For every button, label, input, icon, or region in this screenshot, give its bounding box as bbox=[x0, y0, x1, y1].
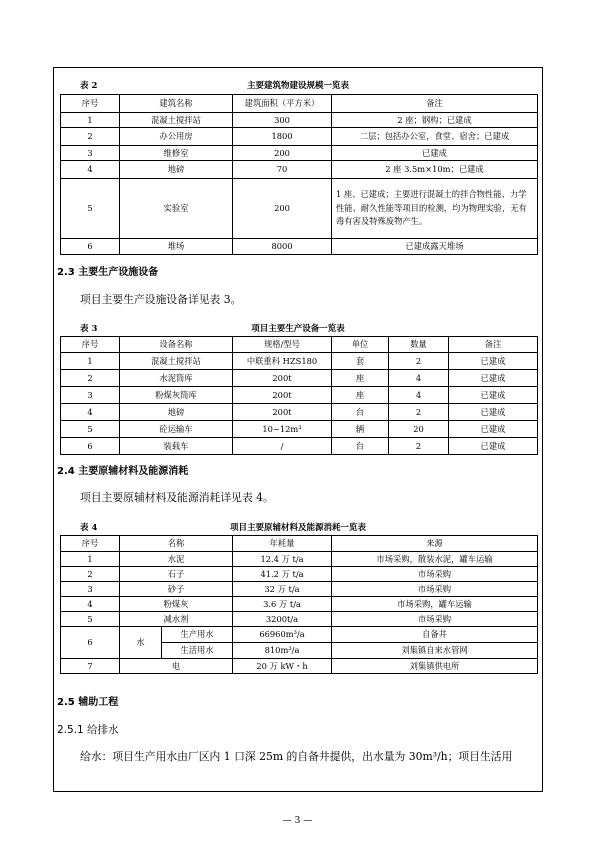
table-cell: 座 bbox=[332, 387, 389, 404]
table-cell: 2 bbox=[389, 438, 449, 455]
table-cell: 1 bbox=[61, 353, 120, 370]
table-row bbox=[61, 552, 538, 567]
table-cell: 41.2 万 t/a bbox=[233, 567, 332, 582]
table-cell: 混凝土搅拌站 bbox=[120, 353, 233, 370]
table-cell: 已建成 bbox=[449, 421, 538, 438]
table2-header-cell: 建筑名称 bbox=[120, 95, 233, 113]
table-cell: 6 bbox=[61, 438, 120, 455]
table-cell: 已建成 bbox=[449, 370, 538, 387]
table-row bbox=[61, 161, 538, 179]
table-cell: 1 座、已建成；主要进行混凝土的拌合物性能、力学性能、耐久性能等项目的检测，均为物理实验，无有毒有害及特殊废物产生。 bbox=[332, 179, 538, 239]
table-row bbox=[61, 659, 538, 674]
table-cell: 减水剂 bbox=[120, 612, 233, 627]
table-cell: 3200t/a bbox=[233, 612, 332, 627]
table-cell: 自备井 bbox=[332, 627, 538, 643]
table-cell: 1800 bbox=[233, 128, 332, 146]
table-cell: 二层；包括办公室，食堂、宿舍；已建成 bbox=[332, 128, 538, 146]
table-cell: 7 bbox=[61, 659, 120, 674]
table2-title: 主要建筑物建设规模一览表 bbox=[246, 81, 350, 91]
table-cell: 砼运输车 bbox=[120, 421, 233, 438]
table3-header-cell: 数量 bbox=[389, 337, 449, 353]
table-cell: 办公用房 bbox=[120, 128, 233, 146]
table-cell: 石子 bbox=[120, 567, 233, 582]
subsection-heading: 2.5.1 给排水 bbox=[57, 724, 119, 736]
table-cell: 刘集镇供电所 bbox=[332, 659, 538, 674]
table-cell: 2 座；钢构；已建成 bbox=[332, 113, 538, 128]
table-cell: 200t bbox=[233, 370, 332, 387]
table-row bbox=[61, 353, 538, 370]
table3-header-cell: 备注 bbox=[449, 337, 538, 353]
table-cell: 生活用水 bbox=[162, 643, 233, 659]
table-cell: 3.6 万 t/a bbox=[233, 597, 332, 612]
table-cell: 辆 bbox=[332, 421, 389, 438]
table-cell: 20 bbox=[389, 421, 449, 438]
table-cell: 3 bbox=[61, 387, 120, 404]
table-cell: 座 bbox=[332, 370, 389, 387]
table-cell: 32 万 t/a bbox=[233, 582, 332, 597]
table-cell: 市场采购 bbox=[332, 612, 538, 627]
table-cell: 8000 bbox=[233, 239, 332, 255]
table-row bbox=[61, 387, 538, 404]
table-cell: 200t bbox=[233, 404, 332, 421]
table-cell: 66960m³/a bbox=[233, 627, 332, 643]
table-cell: 砂子 bbox=[120, 582, 233, 597]
table-cell: 生产用水 bbox=[162, 627, 233, 643]
table4-header-cell: 年耗量 bbox=[233, 536, 332, 552]
table-cell: 刘集镇自来水管网 bbox=[332, 643, 538, 659]
table-cell: 市场采购，散装水泥，罐车运输 bbox=[332, 552, 538, 567]
table-cell: 已建成 bbox=[449, 438, 538, 455]
table2-label: 表 2 bbox=[80, 81, 98, 91]
table-row bbox=[61, 239, 538, 255]
table4-label: 表 4 bbox=[80, 523, 98, 533]
table-row bbox=[61, 370, 538, 387]
table-cell: 2 bbox=[61, 128, 120, 146]
table-cell: 200 bbox=[233, 179, 332, 239]
table4-header-cell: 序号 bbox=[61, 536, 120, 552]
table3-header-row bbox=[61, 337, 538, 353]
table-cell: 装载车 bbox=[120, 438, 233, 455]
table-cell: 市场采购 bbox=[332, 567, 538, 582]
table-cell: 4 bbox=[389, 387, 449, 404]
table-cell: 2 bbox=[61, 567, 120, 582]
table-cell: 5 bbox=[61, 179, 120, 239]
table-cell: 维修室 bbox=[120, 146, 233, 161]
table4-header-row bbox=[61, 536, 538, 552]
table-cell: 套 bbox=[332, 353, 389, 370]
table-cell: 地磅 bbox=[120, 404, 233, 421]
table-cell: 20 万 kW・h bbox=[233, 659, 332, 674]
table2-header-cell: 备注 bbox=[332, 95, 538, 113]
table-cell: 已建成 bbox=[449, 353, 538, 370]
table-cell: 水泥 bbox=[120, 552, 233, 567]
table-cell: 2 bbox=[389, 404, 449, 421]
table-cell: 6 bbox=[61, 627, 120, 659]
table-row bbox=[61, 146, 538, 161]
table-cell: 810m³/a bbox=[233, 643, 332, 659]
table-row bbox=[61, 438, 538, 455]
table-cell: 2 bbox=[61, 370, 120, 387]
table-cell: 台 bbox=[332, 438, 389, 455]
table-row bbox=[61, 612, 538, 627]
table-cell: 3 bbox=[61, 582, 120, 597]
table-cell: 电 bbox=[120, 659, 233, 674]
table-cell: 1 bbox=[61, 113, 120, 128]
table-cell: 粉煤灰 bbox=[120, 597, 233, 612]
table-cell: 中联重科 HZS180 bbox=[233, 353, 332, 370]
table-row bbox=[61, 421, 538, 438]
table-row bbox=[61, 627, 538, 643]
table-cell: 5 bbox=[61, 421, 120, 438]
table-cell: 已建成露天堆场 bbox=[332, 239, 538, 255]
table2-header-cell: 建筑面积（平方米） bbox=[233, 95, 332, 113]
table-cell: 实验室 bbox=[120, 179, 233, 239]
page-number: — 3 — bbox=[282, 816, 313, 826]
table-row bbox=[61, 567, 538, 582]
section-paragraph: 给水：项目生产用水由厂区内 1 口深 25m 的自备井提供，出水量为 30m³/h；项目生活用 bbox=[80, 750, 513, 763]
table4-header-cell: 来源 bbox=[332, 536, 538, 552]
table-cell: 市场采购 bbox=[332, 582, 538, 597]
table-cell: 地磅 bbox=[120, 161, 233, 179]
table-cell: 70 bbox=[233, 161, 332, 179]
table-cell: 水 bbox=[120, 627, 162, 659]
table3-label: 表 3 bbox=[80, 324, 98, 334]
table-cell: 粉煤灰筒库 bbox=[120, 387, 233, 404]
table2-header-cell: 序号 bbox=[61, 95, 120, 113]
table3-header-cell: 规格/型号 bbox=[233, 337, 332, 353]
table-row bbox=[61, 404, 538, 421]
table-row bbox=[61, 597, 538, 612]
table3-header-cell: 设备名称 bbox=[120, 337, 233, 353]
table4 bbox=[60, 535, 538, 674]
table-cell: / bbox=[233, 438, 332, 455]
table-cell: 300 bbox=[233, 113, 332, 128]
table-row bbox=[61, 179, 538, 239]
table3 bbox=[60, 336, 538, 455]
table-cell: 10~12m³ bbox=[233, 421, 332, 438]
table-cell: 混凝土搅拌站 bbox=[120, 113, 233, 128]
section-heading: 2.4 主要原辅材料及能源消耗 bbox=[57, 466, 189, 477]
table2 bbox=[60, 94, 538, 255]
section-paragraph: 项目主要原辅材料及能源消耗详见表 4。 bbox=[80, 491, 274, 504]
table-cell: 5 bbox=[61, 612, 120, 627]
table-row bbox=[61, 582, 538, 597]
table-row bbox=[61, 128, 538, 146]
section-heading: 2.3 主要生产设施设备 bbox=[57, 267, 159, 278]
table-cell: 6 bbox=[61, 239, 120, 255]
section-heading: 2.5 辅助工程 bbox=[57, 697, 119, 708]
table-cell: 堆场 bbox=[120, 239, 233, 255]
table-cell: 200t bbox=[233, 387, 332, 404]
table3-title: 项目主要生产设备一览表 bbox=[251, 324, 345, 334]
table-row bbox=[61, 113, 538, 128]
table-cell: 4 bbox=[61, 404, 120, 421]
table-cell: 2 bbox=[389, 353, 449, 370]
table-cell: 4 bbox=[389, 370, 449, 387]
table-cell: 3 bbox=[61, 146, 120, 161]
table-cell: 4 bbox=[61, 597, 120, 612]
table-cell: 已建成 bbox=[332, 146, 538, 161]
table-cell: 已建成 bbox=[449, 387, 538, 404]
table-cell: 市场采购，罐车运输 bbox=[332, 597, 538, 612]
table4-header-cell: 名称 bbox=[120, 536, 233, 552]
table2-header-row bbox=[61, 95, 538, 113]
table-cell: 水泥筒库 bbox=[120, 370, 233, 387]
table-cell: 台 bbox=[332, 404, 389, 421]
table-cell: 2 座 3.5m×10m；已建成 bbox=[332, 161, 538, 179]
table-cell: 200 bbox=[233, 146, 332, 161]
table3-header-cell: 序号 bbox=[61, 337, 120, 353]
table-cell: 12.4 万 t/a bbox=[233, 552, 332, 567]
section-paragraph: 项目主要生产设施设备详见表 3。 bbox=[80, 293, 242, 306]
table3-header-cell: 单位 bbox=[332, 337, 389, 353]
table-cell: 4 bbox=[61, 161, 120, 179]
table-cell: 已建成 bbox=[449, 404, 538, 421]
table-cell: 1 bbox=[61, 552, 120, 567]
table4-title: 项目主要原辅材料及能源消耗一览表 bbox=[229, 523, 367, 533]
